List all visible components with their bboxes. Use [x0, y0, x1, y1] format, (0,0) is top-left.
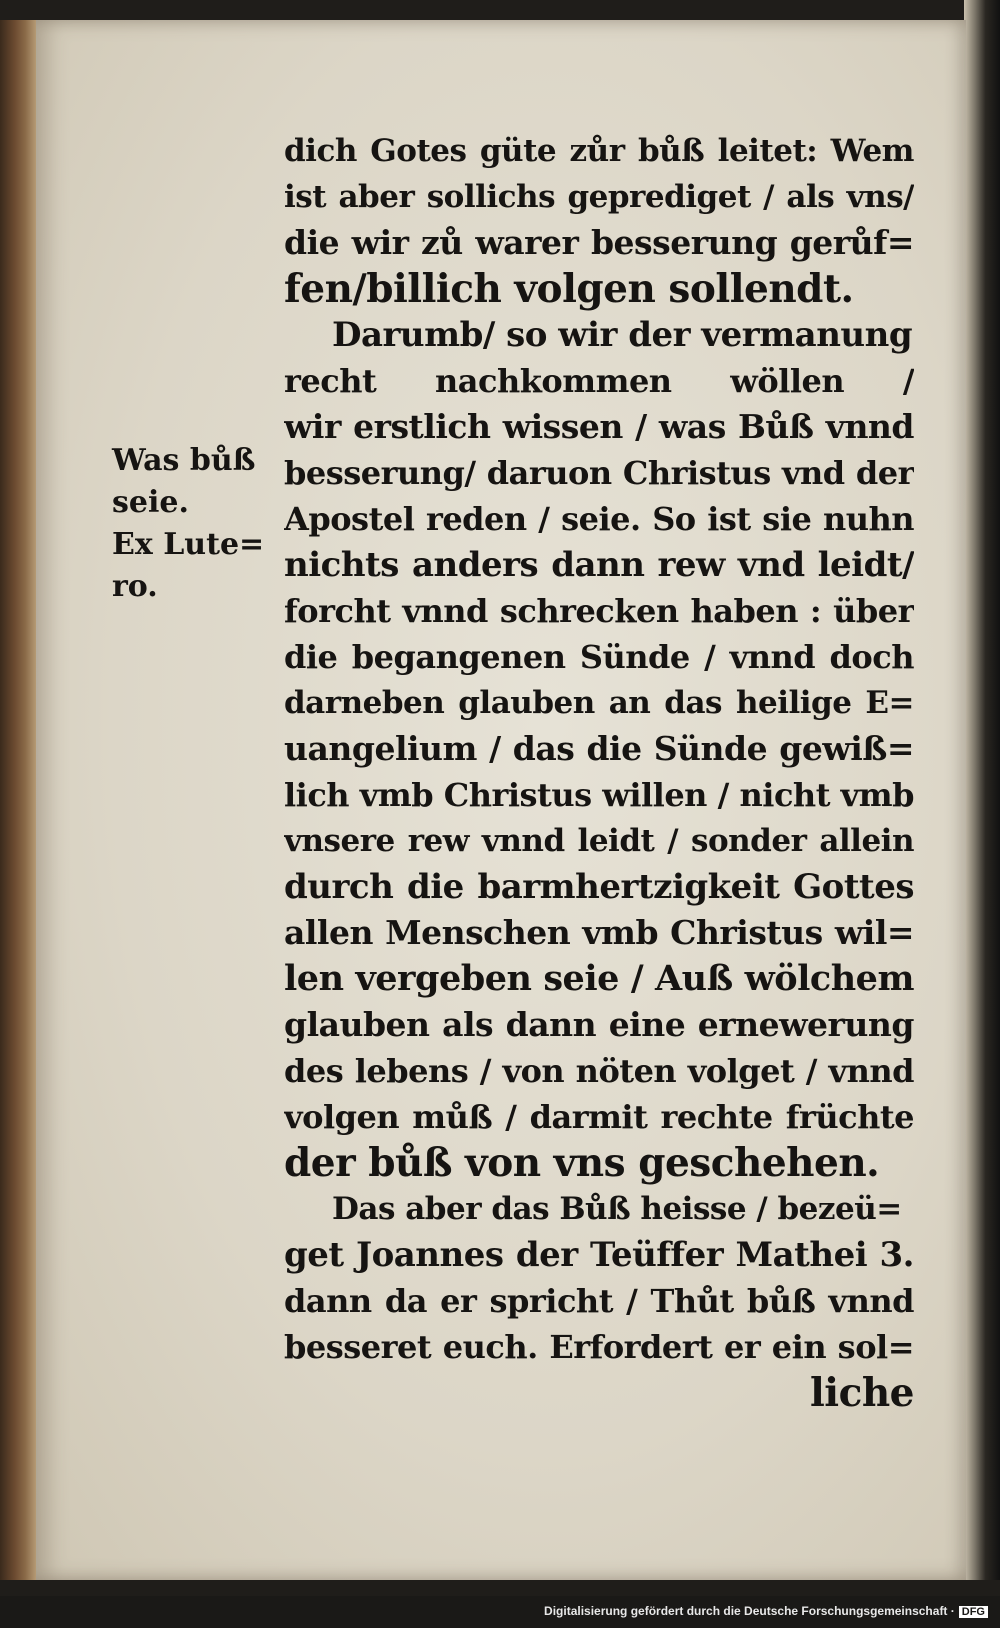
dfg-logo: DFG [959, 1606, 988, 1618]
text-line: fen/billich volgen sollendt. [284, 266, 854, 312]
book-right-edge [964, 0, 1000, 1580]
footer-credit [544, 1604, 988, 1618]
text-line: lich vmb Christus willen / nicht vmb [284, 776, 914, 814]
footer-credit-text: Digitalisierung gefördert durch die Deutsche Forschungsgemeinschaft · [544, 1604, 955, 1618]
margin-note-line: Ex Lute= [112, 527, 265, 562]
text-line: Darumb/ so wir der vermanung [332, 315, 913, 355]
text-line: dich Gotes güte zůr bůß leitet: Wem [284, 133, 914, 169]
text-line: len vergeben seie / Auß wölchem [284, 958, 914, 999]
text-line: des lebens / von nöten volget / vnnd [284, 1052, 914, 1090]
text-line: besseret euch. Erfordert er ein sol= [284, 1328, 914, 1366]
text-line: vnsere rew vnnd leidt / sonder allein [284, 823, 914, 859]
text-line: uangelium / das die Sünde gewiß= [284, 729, 914, 768]
text-line: der bůß von vns geschehen. [284, 1140, 880, 1186]
text-line: durch die barmhertzigkeit Gottes [284, 867, 914, 907]
text-line: die begangenen Sünde / vnnd doch [284, 638, 914, 676]
text-line: besserung/ daruon Christus vnd der [284, 454, 914, 492]
text-line: darneben glauben an das heilige E= [284, 685, 914, 721]
body-text [284, 128, 914, 1416]
catchword: liche [809, 1370, 914, 1416]
margin-note-line: seie. [112, 485, 189, 520]
text-line: forcht vnnd schrecken haben : über [284, 592, 914, 630]
text-line: die wir zů warer besserung gerůf= [284, 223, 914, 262]
margin-note [112, 440, 265, 608]
text-line: glauben als dann eine ernewerung [284, 1005, 914, 1044]
text-line: Das aber das Bůß heisse / bezeü= [332, 1191, 902, 1227]
margin-note-line: ro. [112, 569, 158, 604]
text-line: ist aber sollichs geprediget / als vns/ [284, 179, 914, 215]
text-line: Apostel reden / seie. So ist sie nuhn [284, 500, 914, 538]
text-line: dann da er spricht / Thůt bůß vnnd [284, 1282, 914, 1320]
margin-note-line: Was bůß [112, 443, 256, 478]
text-line: get Joannes der Teüffer Mathei 3. [284, 1235, 914, 1275]
text-line: allen Menschen vmb Christus wil= [284, 913, 914, 952]
text-line: wir erstlich wissen / was Bůß vnnd [284, 407, 914, 446]
text-line: volgen můß / darmit rechte früchte [284, 1098, 914, 1136]
book-spine-edge [0, 20, 36, 1580]
text-line: recht nachkommen wöllen / [284, 362, 914, 400]
text-line: nichts anders dann rew vnd leidt/ [284, 545, 914, 585]
